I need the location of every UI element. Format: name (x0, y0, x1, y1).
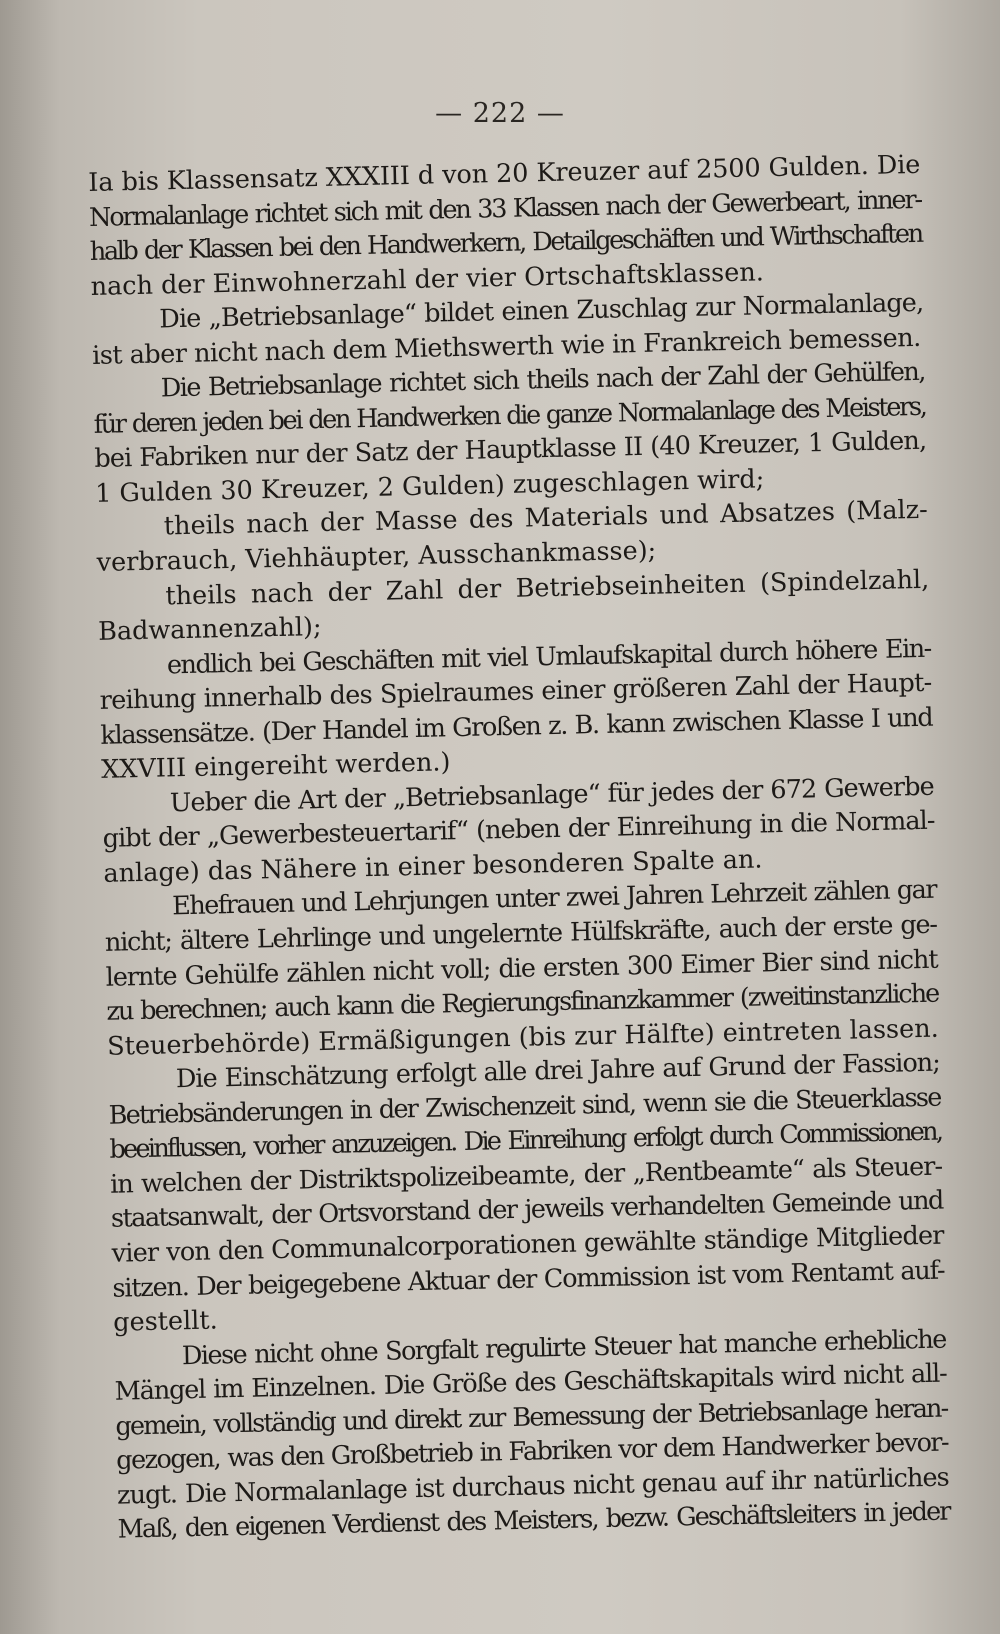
text-line: gestellt. (112, 1305, 219, 1338)
text-line: vier von den Communalcorporationen gewählte ständige Mitglieder (111, 1220, 944, 1269)
text-line: nicht; ältere Lehrlinge und ungelernte Hülfskräfte, auch der erste ge- (104, 909, 938, 958)
text-line: beeinflussen, vorher anzuzeigen. Die Einreihung erfolgt durch Commissionen, (109, 1116, 942, 1166)
text-line: Steuerbehörde) Ermäßigungen (bis zur Hälfte) eintreten lassen. (106, 1013, 939, 1062)
text-line: theils nach der Masse des Materials und Absatzes (Malz- (163, 495, 929, 542)
text-line: halb der Klassen bei den Handwerkern, Detailgeschäften und Wirthschaften (89, 218, 923, 268)
text-line: bei Fabriken nur der Satz der Hauptklasse II (40 Kreuzer, 1 Gulden, (94, 426, 927, 475)
text-line: Badwannenzahl); (97, 612, 322, 647)
text-line: Ehefrauen und Lehrjungen unter zwei Jahren Lehrzeit zählen gar (171, 875, 937, 922)
text-line: Mängel im Einzelnen. Die Größe des Geschäftskapitals wird nicht all- (114, 1358, 947, 1407)
text-line: gezogen, was den Großbetrieb in Fabriken vor dem Handwerker bevor- (115, 1427, 949, 1476)
text-line: 1 Gulden 30 Kreuzer, 2 Gulden) zugeschlagen wird; (94, 464, 765, 509)
text-line: Maß, den eigenen Verdienst des Meisters, bezw. Geschäftsleiters in jeder (117, 1496, 950, 1545)
text-line: reihung innerhalb des Spielraumes einer größeren Zahl der Haupt- (99, 667, 932, 717)
text-line: lernte Gehülfe zählen nicht voll; die ersten 300 Eimer Bier sind nicht (105, 944, 938, 993)
text-line: theils nach der Zahl der Betriebseinheiten (Spindelzahl, (165, 564, 930, 611)
text-line: sitzen. Der beigegebene Aktuar der Commission ist vom Rentamt auf- (112, 1255, 945, 1304)
text-line: zugt. Die Normalanlage ist durchaus nicht genau auf ihr natürliches (116, 1462, 950, 1511)
text-line: staatsanwalt, der Ortsvorstand der jeweils verhandelten Gemeinde und (110, 1186, 944, 1235)
text-line: Die Einschätzung erfolgt alle drei Jahre auf Grund der Fassion; (175, 1047, 941, 1095)
text-line: klassensätze. (Der Handel im Großen z. B. kann zwischen Klasse I und (100, 702, 933, 751)
text-line: verbrauch, Viehhäupter, Ausschankmasse); (96, 535, 657, 578)
text-line: anlage) das Nähere in einer besonderen Spalte an. (103, 844, 763, 889)
text-line: gemein, vollständig und direkt zur Bemessung der Betriebsanlage heran- (115, 1393, 948, 1442)
text-line: zu berechnen; auch kann die Regierungsfinanzkammer (zweitinstanzliche (106, 978, 939, 1027)
text-line: nach der Einwohnerzahl der vier Ortschaftsklassen. (90, 256, 765, 302)
text-line: für deren jeden bei den Handwerken die ganze Normalanlage des Meisters, (93, 391, 926, 440)
text-line: endlich bei Geschäften mit viel Umlaufskapital durch höhere Ein- (166, 633, 932, 681)
text-line: XXVIII eingereiht werden.) (100, 747, 451, 786)
text-line: ist aber nicht nach dem Miethswerth wie in Frankreich bemessen. (91, 322, 921, 371)
text-line: Normalanlage richtet sich mit den 33 Klassen nach der Gewerbeart, inner- (88, 184, 922, 233)
text-line: Betriebsänderungen in der Zwischenzeit sind, wenn sie die Steuerklasse (108, 1082, 941, 1131)
text-line: Die Betriebsanlage richtet sich theils nach der Zahl der Gehülfen, (160, 357, 926, 404)
text-line: Diese nicht ohne Sorgfalt regulirte Steuer hat manche erhebliche (181, 1324, 947, 1371)
text-line: in welchen der Distriktspolizeibeamte, der „Rentbeamte“ als Steuer- (109, 1151, 943, 1200)
text-line: gibt der „Gewerbesteuertarif“ (neben der Einreihung in die Normal- (102, 806, 935, 855)
text-line: Ueber die Art der „Betriebsanlage“ für jedes der 672 Gewerbe (169, 771, 935, 819)
page-number: — 222 — (435, 98, 565, 129)
body-text (88, 148, 950, 1548)
text-line: Die „Betriebsanlage“ bildet einen Zuschlag zur Normalanlage, (159, 288, 924, 335)
text-line: Ia bis Klassensatz XXXIII d von 20 Kreuzer auf 2500 Gulden. Die (88, 149, 921, 198)
